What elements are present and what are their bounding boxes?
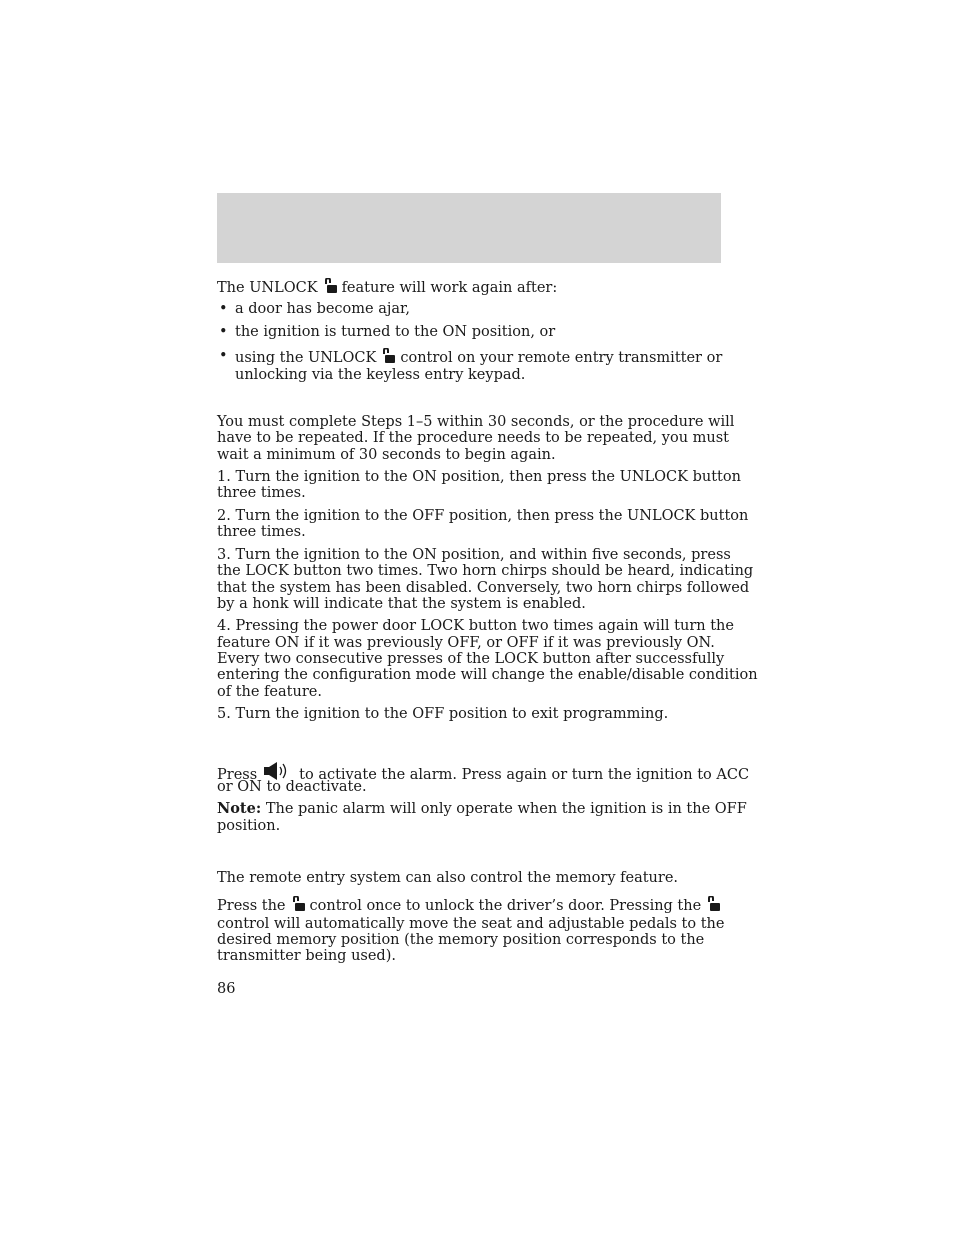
step-3-line: that the system has been disabled. Conversely, two horn chirps followed [217, 580, 750, 596]
bullet-dot: • [219, 301, 228, 317]
step-3-line: by a honk will indicate that the system is enabled. [217, 596, 586, 612]
note-text: The panic alarm will only operate when the ignition is in the OFF [265, 801, 747, 817]
step-4-line: 4. Pressing the power door LOCK button two times again will turn the [217, 618, 734, 634]
unlock-intro [217, 278, 557, 299]
unlock-icon [705, 896, 721, 917]
steps-intro-line: have to be repeated. If the procedure needs to be repeated, you must [217, 430, 730, 446]
bullet-dot: • [219, 324, 228, 340]
steps-intro-line: wait a minimum of 30 seconds to begin again. [217, 447, 556, 463]
steps-intro-line: You must complete Steps 1–5 within 30 seconds, or the procedure will [217, 414, 735, 430]
step-4-line: entering the configuration mode will change the enable/disable condition [217, 667, 758, 683]
step-4-line: of the feature. [217, 684, 322, 700]
page-number: 86 [217, 981, 236, 997]
step-1-line: three times. [217, 485, 306, 501]
memory-line: transmitter being used). [217, 948, 396, 964]
step-2-line: three times. [217, 524, 306, 540]
note-label: Note: [217, 800, 262, 817]
step-3-line: the LOCK button two times. Two horn chirps should be heard, indicating [217, 563, 754, 579]
bullet-dot: • [219, 348, 228, 364]
bullet3-pre: using the UNLOCK [235, 350, 377, 366]
note-line2: position. [217, 818, 281, 834]
memory-press-line [217, 896, 725, 917]
step-2-line: 2. Turn the ignition to the OFF position, then press the UNLOCK button [217, 508, 749, 524]
note-line [217, 801, 747, 818]
memory-intro: The remote entry system can also control the memory feature. [217, 870, 679, 886]
bullet-item: the ignition is turned to the ON position, or [235, 324, 556, 340]
unlock-intro-pre: The UNLOCK [217, 280, 318, 296]
memory-press-pre: Press the [217, 898, 286, 914]
header-band [217, 193, 721, 263]
step-4-line: Every two consecutive presses of the LOCK button after successfully [217, 651, 725, 667]
unlock-intro-post: feature will work again after: [341, 280, 558, 296]
bullet3-post: control on your remote entry transmitter or [400, 350, 723, 366]
memory-press-mid: control once to unlock the driver’s door. Pressing the [309, 898, 702, 914]
unlock-icon [380, 348, 396, 369]
step-4-line: feature ON if it was previously OFF, or OFF if it was previously ON. [217, 635, 715, 651]
bullet-item-3 [235, 348, 722, 369]
bullet3-line2: unlocking via the keyless entry keypad. [235, 367, 526, 383]
memory-line: control will automatically move the seat and adjustable pedals to the [217, 916, 725, 932]
step-3-line: 3. Turn the ignition to the ON position, and within five seconds, press [217, 547, 731, 563]
alarm-press-pre: Press [217, 767, 258, 783]
unlock-icon [322, 278, 338, 299]
alarm-press-post: to activate the alarm. Press again or turn the ignition to ACC [299, 767, 750, 783]
alarm-press-line2: or ON to deactivate. [217, 779, 367, 795]
memory-line: desired memory position (the memory position corresponds to the [217, 932, 705, 948]
bullet-item: a door has become ajar, [235, 301, 410, 317]
unlock-icon [290, 896, 306, 917]
step-1-line: 1. Turn the ignition to the ON position, then press the UNLOCK button [217, 469, 741, 485]
step-5-line: 5. Turn the ignition to the OFF position to exit programming. [217, 706, 669, 722]
